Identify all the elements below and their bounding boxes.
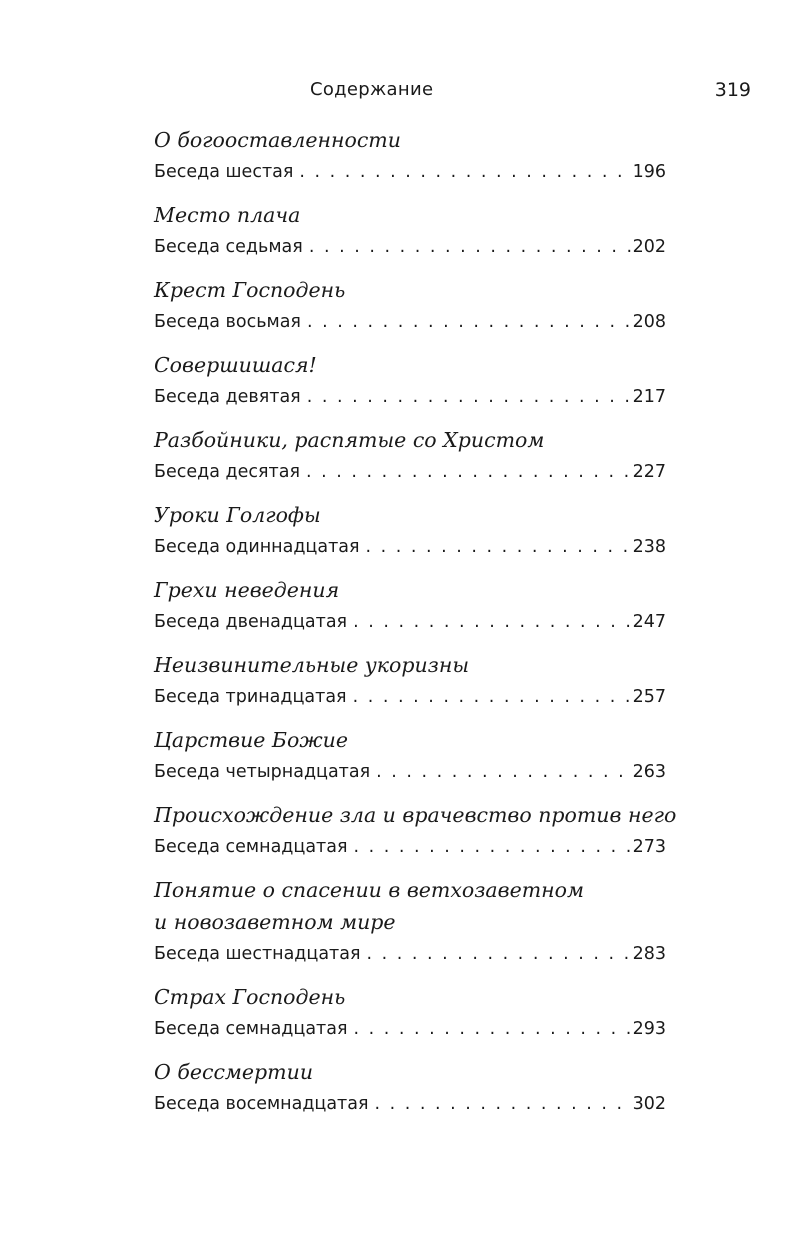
entry-line — [154, 456, 666, 488]
entry-page: 302 — [632, 1094, 666, 1114]
toc-entry[interactable] — [154, 124, 666, 188]
entry-page: 217 — [632, 387, 666, 407]
entry-title: Царствие Божие — [154, 728, 348, 752]
toc-entry[interactable] — [154, 349, 666, 413]
entry-line — [154, 606, 666, 638]
entry-label: Беседа восемнадцатая — [154, 1094, 369, 1114]
entry-label: Беседа двенадцатая — [154, 612, 348, 632]
entry-title: Происхождение зла и врачевство против него — [154, 803, 677, 827]
toc-entry[interactable] — [154, 874, 666, 970]
entry-page: 257 — [632, 687, 666, 707]
entry-title: О богооставленности — [154, 128, 401, 152]
entry-line — [154, 938, 666, 970]
entry-page: 273 — [632, 837, 666, 857]
entry-label: Беседа шестнадцатая — [154, 944, 361, 964]
entry-page: 263 — [632, 762, 666, 782]
toc-entry[interactable] — [154, 981, 666, 1045]
toc-entry[interactable] — [154, 649, 666, 713]
entry-page: 238 — [632, 537, 666, 557]
dot-leader — [375, 1088, 631, 1120]
entry-line — [154, 681, 666, 713]
entry-title: Страх Господень — [154, 985, 346, 1009]
entry-title-line2: и новозаветном мире — [154, 910, 396, 934]
entry-label: Беседа семнадцатая — [154, 837, 348, 857]
entry-title: Место плача — [154, 203, 301, 227]
toc-entry[interactable] — [154, 424, 666, 488]
dot-leader — [353, 1013, 630, 1045]
entry-title: Совершишася! — [154, 353, 317, 377]
dot-leader — [299, 156, 630, 188]
entry-title: Понятие о спасении в ветхозаветном — [154, 878, 584, 902]
entry-label: Беседа восьмая — [154, 312, 301, 332]
entry-label: Беседа шестая — [154, 162, 294, 182]
entry-label: Беседа одиннадцатая — [154, 537, 360, 557]
dot-leader — [376, 756, 630, 788]
entry-title: Крест Господень — [154, 278, 346, 302]
toc-entry[interactable] — [154, 199, 666, 263]
entry-title: Уроки Голгофы — [154, 503, 321, 527]
entry-line — [154, 756, 666, 788]
page-title: Содержание — [310, 79, 434, 100]
entry-line — [154, 156, 666, 188]
dot-leader — [367, 938, 631, 970]
entry-page: 227 — [632, 462, 666, 482]
entry-label: Беседа седьмая — [154, 237, 303, 257]
entry-label: Беседа тринадцатая — [154, 687, 347, 707]
toc-entry[interactable] — [154, 499, 666, 563]
entry-title: Разбойники, распятые со Христом — [154, 428, 545, 452]
dot-leader — [366, 531, 631, 563]
entry-label: Беседа десятая — [154, 462, 301, 482]
entry-label: Беседа семнадцатая — [154, 1019, 348, 1039]
entry-page: 293 — [632, 1019, 666, 1039]
toc-entry[interactable] — [154, 274, 666, 338]
entry-line — [154, 231, 666, 263]
dot-leader — [353, 681, 631, 713]
entry-line — [154, 831, 666, 863]
entry-label: Беседа четырнадцатая — [154, 762, 371, 782]
entry-page: 247 — [632, 612, 666, 632]
entry-title: Неизвинительные укоризны — [154, 653, 470, 677]
dot-leader — [353, 606, 631, 638]
dot-leader — [307, 381, 631, 413]
page-number: 319 — [714, 79, 751, 101]
entry-line — [154, 1013, 666, 1045]
dot-leader — [353, 831, 630, 863]
entry-line — [154, 531, 666, 563]
entry-page: 196 — [632, 162, 666, 182]
entry-page: 202 — [632, 237, 666, 257]
entry-line — [154, 381, 666, 413]
entry-page: 283 — [632, 944, 666, 964]
table-of-contents — [154, 124, 677, 1131]
entry-title: О бессмертии — [154, 1060, 314, 1084]
entry-page: 208 — [632, 312, 666, 332]
toc-entry[interactable] — [154, 724, 666, 788]
entry-label: Беседа девятая — [154, 387, 301, 407]
toc-entry[interactable] — [154, 1056, 666, 1120]
dot-leader — [307, 306, 631, 338]
dot-leader — [309, 231, 631, 263]
dot-leader — [306, 456, 631, 488]
entry-line — [154, 306, 666, 338]
toc-entry[interactable] — [154, 574, 666, 638]
entry-title: Грехи неведения — [154, 578, 340, 602]
entry-line — [154, 1088, 666, 1120]
toc-entry[interactable] — [154, 799, 677, 863]
